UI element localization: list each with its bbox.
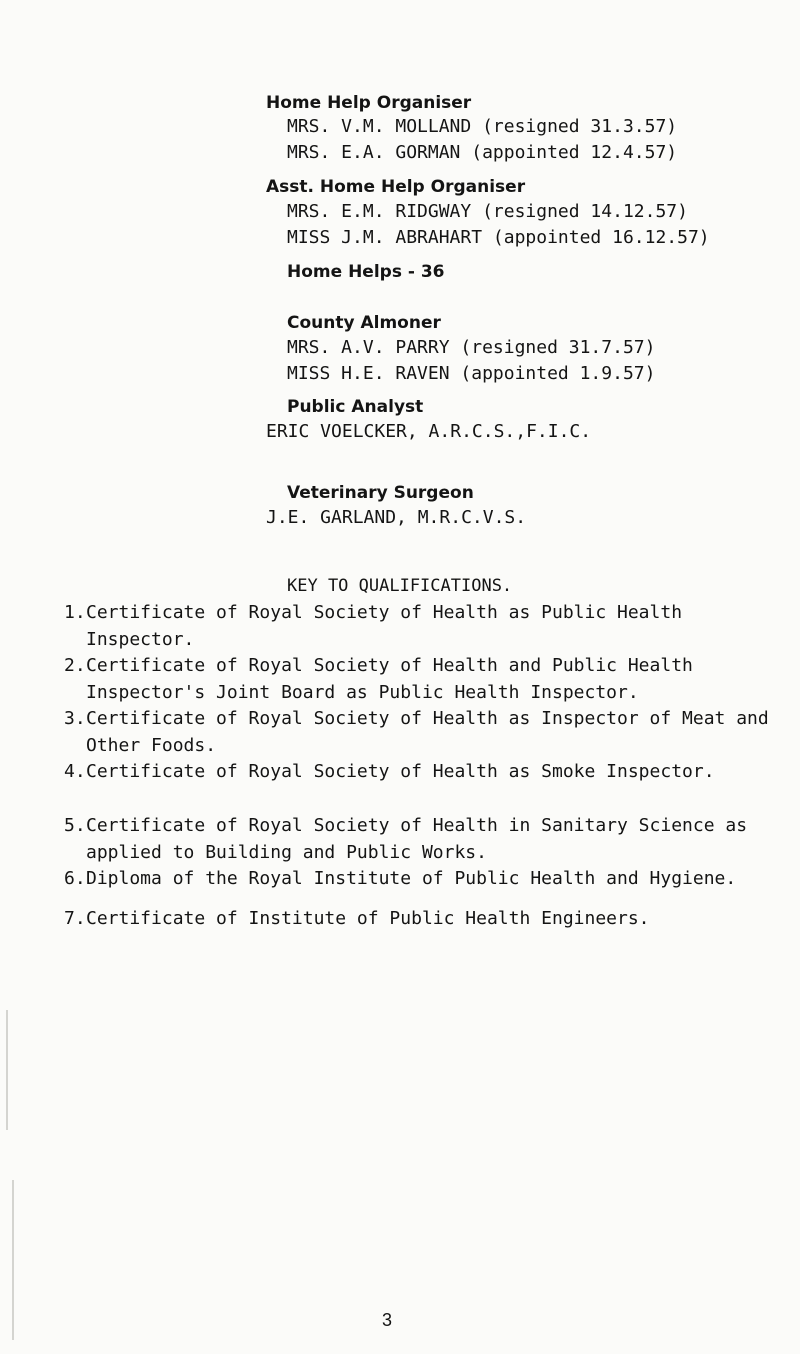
list-item-number: 1. xyxy=(64,602,86,623)
list-item-number: 4. xyxy=(64,761,86,782)
list-item-text: Certificate of Royal Society of Health and Public Health Inspector's Joint Board as Public Health Inspector. xyxy=(86,655,693,703)
county-almoner-line-1: MRS. A.V. PARRY (resigned 31.7.57) xyxy=(287,337,656,358)
home-help-organiser-line-2: MRS. E.A. GORMAN (appointed 12.4.57) xyxy=(287,142,678,163)
list-item-text: Diploma of the Royal Institute of Public Health and Hygiene. xyxy=(86,868,737,889)
list-item-text: Certificate of Institute of Public Health Engineers. xyxy=(86,908,650,929)
list-item-number: 6. xyxy=(64,868,86,889)
scan-mark xyxy=(6,1010,8,1130)
county-almoner-line-2: MISS H.E. RAVEN (appointed 1.9.57) xyxy=(287,363,656,384)
list-item-number: 3. xyxy=(64,708,86,729)
list-item-text: Certificate of Royal Society of Health as Smoke Inspector. xyxy=(86,761,715,782)
veterinary-surgeon-line-1: J.E. GARLAND, M.R.C.V.S. xyxy=(266,507,527,528)
list-item-text: Certificate of Royal Society of Health in Sanitary Science as applied to Building and Public Works. xyxy=(86,815,748,863)
county-almoner-heading: County Almoner xyxy=(287,313,441,333)
home-helps-heading: Home Helps - 36 xyxy=(287,262,445,282)
asst-home-help-organiser-heading: Asst. Home Help Organiser xyxy=(266,177,526,197)
asst-home-help-organiser-line-2: MISS J.M. ABRAHART (appointed 16.12.57) xyxy=(287,227,710,248)
veterinary-surgeon-heading: Veterinary Surgeon xyxy=(287,483,474,503)
page-number: 3 xyxy=(382,1310,393,1330)
list-item-number: 2. xyxy=(64,655,86,676)
list-item-text: Certificate of Royal Society of Health as Public Health Inspector. xyxy=(86,602,683,650)
scan-mark xyxy=(12,1180,14,1340)
public-analyst-heading: Public Analyst xyxy=(287,397,424,417)
home-help-organiser-heading: Home Help Organiser xyxy=(266,93,472,113)
list-item-number: 5. xyxy=(64,815,86,836)
key-title: KEY TO QUALIFICATIONS. xyxy=(287,576,513,596)
asst-home-help-organiser-line-1: MRS. E.M. RIDGWAY (resigned 14.12.57) xyxy=(287,201,688,222)
home-help-organiser-line-1: MRS. V.M. MOLLAND (resigned 31.3.57) xyxy=(287,116,678,137)
list-item-text: Certificate of Royal Society of Health as Inspector of Meat and Other Foods. xyxy=(86,708,769,756)
list-item-number: 7. xyxy=(64,908,86,929)
public-analyst-line-1: ERIC VOELCKER, A.R.C.S.,F.I.C. xyxy=(266,421,592,442)
